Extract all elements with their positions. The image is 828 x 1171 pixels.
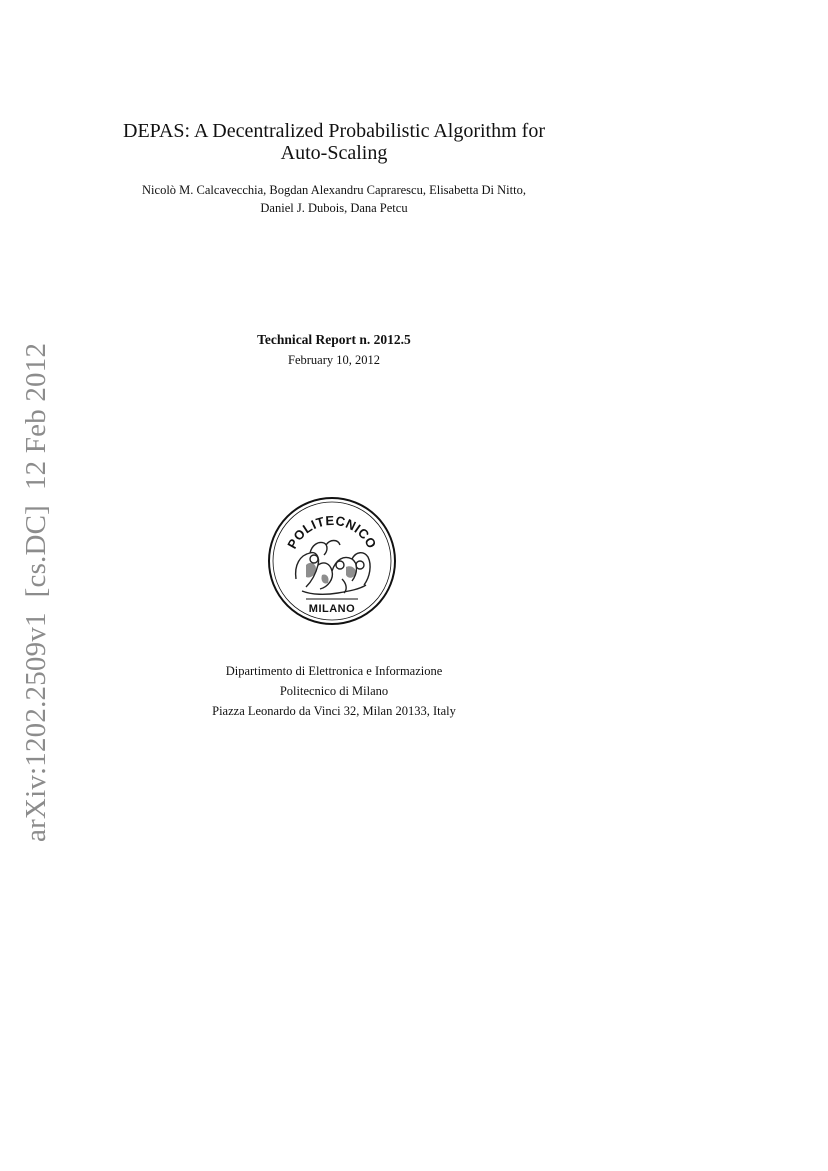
author-list [0, 181, 668, 217]
politecnico-seal-icon [266, 495, 398, 627]
affiliation-address: Piazza Leonardo da Vinci 32, Milan 20133, Italy [212, 704, 456, 718]
affiliation-institution: Politecnico di Milano [279, 684, 389, 698]
authors-line-1: Nicolò M. Calcavecchia, Bogdan Alexandru Caprarescu, Elisabetta Di Nitto, [142, 183, 526, 197]
seal-bottom-text: MILANO [308, 603, 356, 615]
arxiv-stamp: arXiv:1202.2509v1 [cs.DC] 12 Feb 2012 [20, 342, 52, 842]
report-number: Technical Report n. 2012.5 [257, 332, 411, 347]
affiliation-department: Dipartimento di Elettronica e Informazione [225, 664, 443, 678]
title-line-2: Auto-Scaling [280, 142, 388, 164]
report-date: February 10, 2012 [288, 353, 380, 367]
seal-top-text: POLITECNICO [284, 512, 380, 552]
affiliation [0, 661, 668, 721]
svg-text:POLITECNICO [284, 513, 380, 551]
authors-line-2: Daniel J. Dubois, Dana Petcu [260, 201, 408, 215]
title-line-1: DEPAS: A Decentralized Probabilistic Algorithm for [123, 120, 545, 142]
paper-title [0, 120, 668, 164]
